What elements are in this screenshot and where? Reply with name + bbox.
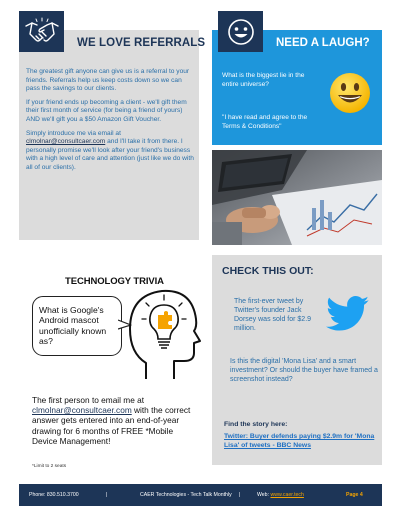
laugh-question: What is the biggest lie in the entire universe? [222,72,305,88]
smiley-face-icon [226,17,256,47]
check-question: Is this the digital 'Mona Lisa' and a smart investment? Or should the buyer have framed a screenshot instead? [230,358,378,383]
referrals-para-2: If your friend ends up becoming a client - we'll gift them their first month of service (for being a friend of yours) AND we'll gift you a $50 Amazon Gift Voucher. [26,98,187,123]
referrals-title: WE LOVE REFERRALS [77,37,206,49]
footer-page-number: Page 4 [346,492,363,498]
footer-separator: | [106,492,108,498]
footer-web [257,492,304,498]
footer-phone: Phone: 830.510.3700 [29,492,79,498]
footer-company: CAER Technologies - Tech Talk Monthly [140,492,232,498]
laugh-answer: "I have read and agree to the Terms & Conditions" [222,114,308,130]
footer-separator: | [239,492,241,498]
hands-with-laptop-and-charts-photo [212,150,382,245]
trivia-body [32,395,200,446]
referrals-para-3-prefix: Simply introduce me via email at [26,129,121,137]
referrals-email-link[interactable]: clmolnar@consultcaer.com [26,138,106,146]
trivia-title: TECHNOLOGY TRIVIA [65,276,164,287]
check-title: CHECK THIS OUT: [222,265,314,277]
laptop-charts-photo [212,150,382,245]
check-tweet-text: The first-ever tweet by Twitter's founder Jack Dorsey was sold for $2.9 million. [234,298,312,332]
trivia-question: What is Google's Android mascot unofficially known as? [39,305,107,347]
story-link[interactable]: Twitter: Buyer defends paying $2.9m for 'Mona Lisa' of tweets - BBC News [224,433,375,449]
grinning-emoji-icon [329,72,371,114]
laugh-title: NEED A LAUGH? [276,37,370,49]
trivia-body-prefix: The first person to email me at [32,395,145,405]
head-puzzle-icon [124,283,202,383]
referrals-para-3 [26,130,194,173]
referrals-icon-box [19,11,64,52]
twitter-bird-icon [326,296,370,332]
footer-web-label: Web: [257,492,270,498]
footer-bar [19,484,382,506]
referrals-body [26,68,194,178]
handshake-icon [24,17,60,47]
referrals-para-1: The greatest gift anyone can give us is a referral to your friends. Referrals help us keep costs down so we can pass the savings to our clients. [26,68,190,93]
laugh-icon-box [218,11,263,52]
trivia-body-suffix: with the correct answer gets entered into an end-of-year drawing for 6 months of FREE *Mobile Device Management! [32,405,191,446]
footer-web-link[interactable]: www.caer.tech [270,492,304,498]
story-label: Find the story here: [224,421,288,428]
trivia-email-link[interactable]: clmolnar@consultcaer.com [32,405,132,416]
limit-note: *Limit to 2 seats [32,464,67,469]
referrals-para-3-suffix: and I'll take it from there. I personally promise we'll look after your friend's business with a high level of care and attention (just like we do with all of our clients). [26,138,194,171]
